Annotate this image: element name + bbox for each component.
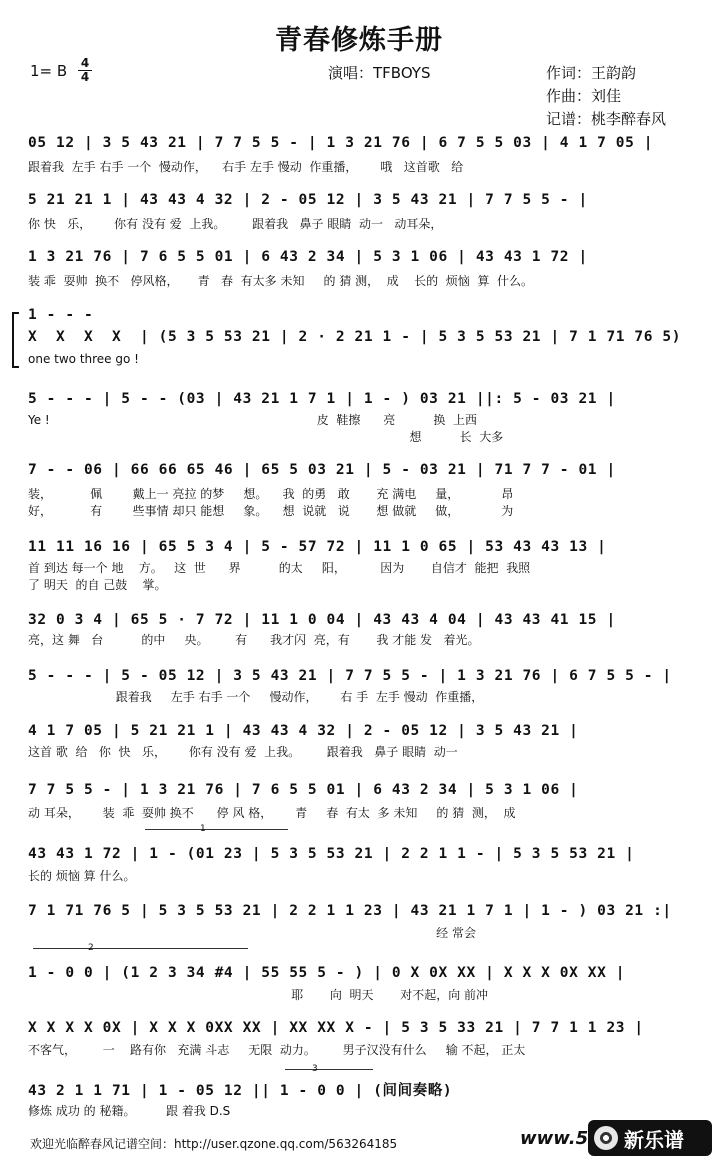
notation-row-6: 7 - - 06 | 66 66 65 46 | 65 5 03 21 | 5 - 03 21 | 71 7 7 - 01 | — [28, 462, 616, 478]
lyric-row-7b: 了 明天 的自 己鼓 掌。 — [28, 578, 167, 592]
notation-row-7: 11 11 16 16 | 65 5 3 4 | 5 - 57 72 | 11 1 0 65 | 53 43 43 13 | — [28, 539, 607, 555]
notation-row-1: 05 12 | 3 5 43 21 | 7 7 5 5 - | 1 3 21 76 | 6 7 5 5 03 | 4 1 7 05 | — [28, 135, 654, 151]
watermark-text: www.5 — [520, 1128, 589, 1149]
footer-credit: 欢迎光临醉春风记谱空间：http://user.qzone.qq.com/563264185 — [30, 1137, 398, 1151]
lyric-row-12: 长的 烦恼 算 什么。 — [28, 869, 136, 883]
volta-1-label: 1 — [200, 824, 206, 834]
notation-row-5: 5 - - - | 5 - - (03 | 43 21 1 7 1 | 1 - ) 03 21 ||: 5 - 03 21 | — [28, 391, 616, 407]
lyric-row-4: one two three go ! — [28, 352, 139, 366]
notation-row-16: 43 2 1 1 71 | 1 - 05 12 || 1 - 0 0 | (间间奏略) — [28, 1083, 453, 1099]
record-disc-icon — [594, 1126, 618, 1150]
triplet-label: 3 — [312, 1064, 318, 1074]
time-top: 4 — [78, 57, 92, 71]
lyric-row-6a: 装， 佩 戴上一 亮拉 的梦 想。 我 的勇 敢 充 满电 量， 昂 — [28, 487, 514, 501]
lyric-row-15: 不客气， 一 路有你 充满 斗志 无限 动力。 男子汉没有什么 输 不起， 正太 — [28, 1043, 526, 1057]
lyric-row-2: 你 快 乐， 你有 没有 爱 上我。 跟着我 鼻子 眼睛 动一 动耳朵， — [28, 217, 443, 231]
triplet-bracket — [285, 1069, 373, 1070]
transcriber-credit: 记谱：桃李醉春风 — [546, 110, 667, 128]
volta-2-line — [33, 948, 248, 949]
notation-row-4: 1 - - - X X X X | (5 3 5 53 21 | 2 · 2 21 1 - | 5 3 5 53 21 | 7 1 71 76 5) — [28, 307, 682, 345]
time-signature — [78, 57, 92, 84]
lyric-row-3: 装 乖 耍帅 换不 停风格， 青 春 有太多 未知 的 猜 测， 成 长的 烦恼 算 什么。 — [28, 274, 533, 288]
system-bracket — [12, 312, 19, 368]
notation-row-12: 43 43 1 72 | 1 - (01 23 | 5 3 5 53 21 | 2 2 1 1 - | 5 3 5 53 21 | — [28, 846, 635, 862]
composer-credit: 作曲：刘佳 — [546, 87, 622, 105]
lyric-row-6b: 好， 有 些事情 却只 能想 象。 想 说就 说 想 做就 做， 为 — [28, 504, 514, 518]
lyric-row-5b: 想 长 大多 — [28, 430, 504, 444]
singer-credit: 演唱：TFBOYS — [328, 64, 431, 82]
lyricist-credit: 作词：王韵韵 — [546, 64, 637, 82]
notation-row-8: 32 0 3 4 | 65 5 · 7 72 | 11 1 0 04 | 43 43 4 04 | 43 43 41 15 | — [28, 612, 616, 628]
notation-row-14: 1 - 0 0 | (1 2 3 34 #4 | 55 55 5 - ) | 0 X 0X XX | X X X 0X XX | — [28, 965, 626, 981]
notation-row-2: 5 21 21 1 | 43 43 4 32 | 2 - 05 12 | 3 5 43 21 | 7 7 5 5 - | — [28, 192, 588, 208]
notation-row-11: 7 7 5 5 - | 1 3 21 76 | 7 6 5 5 01 | 6 43 2 34 | 5 3 1 06 | — [28, 782, 579, 798]
song-title: 青春修炼手册 — [275, 25, 443, 56]
lyric-row-8: 亮，这 舞 台 的中 央。 有 我才闪 亮，有 我 才能 发 着光。 — [28, 633, 480, 647]
lyric-row-1: 跟着我 左手 右手 一个 慢动作， 右手 左手 慢动 作重播， 哦 这首歌 给 — [28, 160, 464, 174]
lyric-row-13: 经 常会 — [28, 926, 476, 940]
volta-2-label: 2 — [88, 943, 94, 953]
lyric-row-9: 跟着我 左手 右手 一个 慢动作， 右 手 左手 慢动 作重播， — [28, 690, 484, 704]
lyric-row-10: 这首 歌 给 你 快 乐， 你有 没有 爱 上我。 跟着我 鼻子 眼睛 动一 — [28, 745, 458, 759]
notation-row-3: 1 3 21 76 | 7 6 5 5 01 | 6 43 2 34 | 5 3 1 06 | 43 43 1 72 | — [28, 249, 588, 265]
notation-row-10: 4 1 7 05 | 5 21 21 1 | 43 43 4 32 | 2 - 05 12 | 3 5 43 21 | — [28, 723, 579, 739]
notation-row-15: X X X X 0X | X X X 0XX XX | XX XX X - | 5 3 5 33 21 | 7 7 1 1 23 | — [28, 1020, 644, 1036]
volta-1-line — [145, 829, 288, 830]
lyric-row-14: 耶 向 明天 对不起，向 前冲 — [28, 988, 489, 1002]
site-logo — [588, 1120, 712, 1156]
notation-row-13: 7 1 71 76 5 | 5 3 5 53 21 | 2 2 1 1 23 | 43 21 1 7 1 | 1 - ) 03 21 :| — [28, 903, 672, 919]
lyric-row-11: 动 耳朵， 装 乖 耍帅 换不 停 风 格， 青 春 有太 多 未知 的 猜 测， 成 — [28, 806, 516, 820]
lyric-row-5a: Ye ! 皮 鞋擦 亮 换 上西 — [28, 413, 478, 427]
lyric-row-16: 修炼 成功 的 秘籍。 跟 着我 D.S — [28, 1104, 231, 1118]
logo-text: 新乐谱 — [624, 1127, 684, 1152]
key-signature: 1= B — [30, 62, 68, 80]
notation-row-9: 5 - - - | 5 - 05 12 | 3 5 43 21 | 7 7 5 5 - | 1 3 21 76 | 6 7 5 5 - | — [28, 668, 672, 684]
time-bottom: 4 — [80, 70, 90, 84]
lyric-row-7a: 首 到达 每一个 地 方。 这 世 界 的太 阳， 因为 自信才 能把 我照 — [28, 561, 531, 575]
